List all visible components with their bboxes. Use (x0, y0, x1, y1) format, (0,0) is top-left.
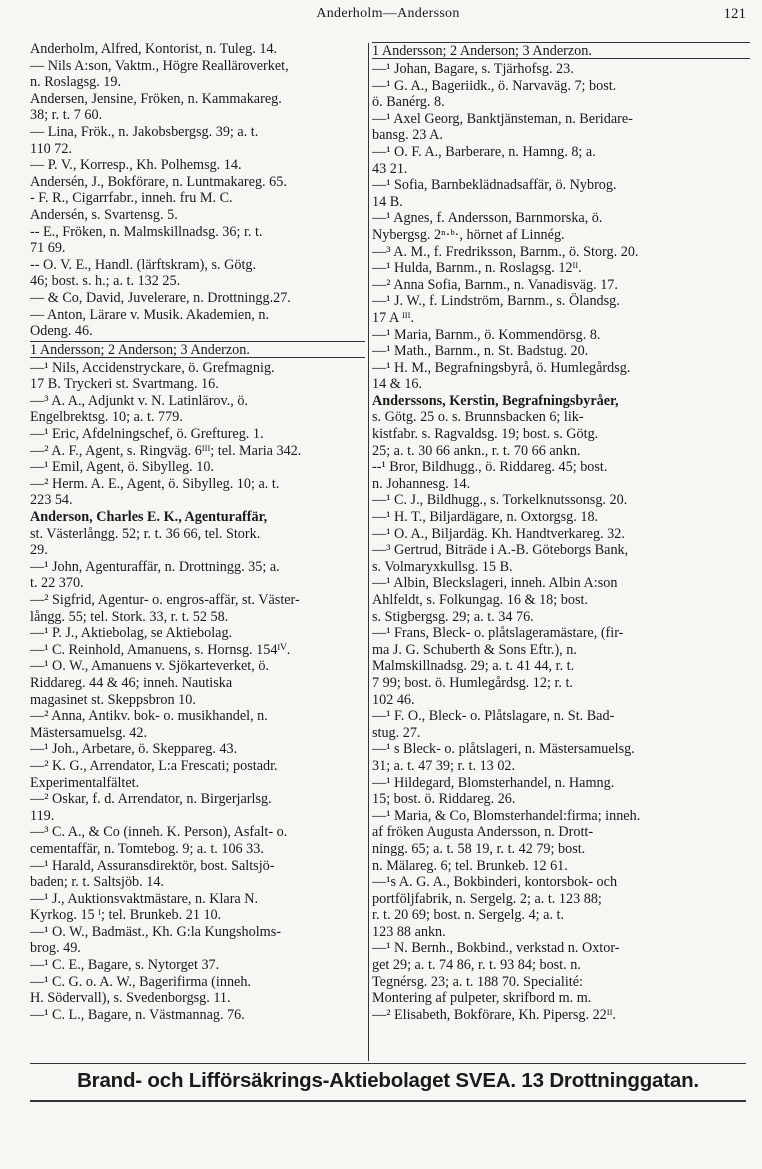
directory-line: Anderholm, Alfred, Kontorist, n. Tuleg. 14. (30, 41, 278, 57)
directory-line: 102 46. (372, 691, 415, 708)
directory-line: —¹ Emil, Agent, ö. Sibylleg. 10. (30, 459, 214, 476)
directory-line: —¹ C. L., Bagare, n. Västmannag. 76. (30, 1006, 245, 1023)
directory-line: —¹s A. G. A., Bokbinderi, kontorsbok- och (372, 874, 618, 891)
directory-line: af fröken Augusta Andersson, n. Drott- (372, 824, 594, 841)
running-title: Anderholm—Andersson (316, 6, 460, 21)
directory-line: 31; a. t. 47 39; r. t. 13 02. (372, 757, 516, 774)
directory-line: 14 & 16. (372, 376, 423, 393)
directory-line: —¹ C. G. o. A. W., Bagerifirma (inneh. (30, 973, 251, 990)
directory-line: baden; r. t. Saltsjöb. 14. (30, 874, 164, 891)
directory-line: 29. (30, 542, 48, 559)
directory-line: r. t. 20 69; bost. n. Sergelg. 4; a. t. (372, 907, 565, 924)
directory-line: Engelbrektsg. 10; a. t. 779. (30, 409, 183, 426)
column-divider (368, 43, 369, 1061)
directory-line: 17 A ᴵᴵᴵ. (372, 309, 415, 326)
footer-rule-top (30, 1063, 746, 1064)
directory-line: —³ A. M., f. Fredriksson, Barnm., ö. Storg. 20. (372, 243, 639, 260)
footer-rule-bottom (30, 1100, 746, 1102)
directory-line: -- O. V. E., Handl. (lärftskram), s. Götg. (30, 256, 257, 273)
directory-line: —¹ F. O., Bleck- o. Plåtslagare, n. St. Bad- (372, 708, 615, 725)
directory-line: —¹ O. W., Amanuens v. Sjökarteverket, ö. (30, 658, 269, 675)
directory-line: portföljfabrik, n. Sergelg. 2; a. t. 123 88; (372, 890, 602, 907)
directory-line: Odeng. 46. (30, 323, 93, 340)
directory-line: Riddareg. 44 & 46; inneh. Nautiska (30, 674, 233, 691)
directory-line: H. Södervall), s. Svedenborgsg. 11. (30, 990, 231, 1007)
directory-line: —¹ Maria, & Co, Blomsterhandel:firma; inneh. (372, 807, 641, 824)
directory-line: —¹ Sofia, Barnbeklädnadsaffär, ö. Nybrog. (372, 177, 617, 194)
directory-line: —¹ C. J., Bildhugg., s. Torkelknutssonsg. 20. (372, 492, 628, 509)
directory-line: st. Västerlångg. 52; r. t. 36 66, tel. Stork. (30, 525, 261, 542)
directory-line: 119. (30, 807, 55, 824)
directory-line: —¹ Math., Barnm., n. St. Badstug. 20. (372, 343, 589, 360)
directory-line: —³ A. A., Adjunkt v. N. Latinlärov., ö. (30, 392, 248, 409)
directory-line: --¹ Bror, Bildhugg., ö. Riddareg. 45; bost. (372, 459, 608, 476)
directory-line: —¹ C. E., Bagare, s. Nytorget 37. (30, 957, 220, 974)
directory-line: s. Stigbergsg. 29; a. t. 34 76. (372, 608, 534, 625)
directory-line: Tegnérsg. 23; a. t. 188 70. Specialité: (372, 973, 583, 990)
directory-line: Mästersamuelsg. 42. (30, 724, 148, 741)
left-column (30, 41, 365, 1023)
directory-line: —¹ H. T., Biljardägare, n. Oxtorgsg. 18. (372, 509, 599, 526)
directory-line: —¹ Hildegard, Blomsterhandel, n. Hamng. (372, 774, 615, 791)
directory-line: —² Oskar, f. d. Arrendator, n. Birgerjarlsg. (30, 791, 272, 808)
directory-line: —¹ G. A., Bageriidk., ö. Narvaväg. 7; bost. (372, 77, 617, 94)
directory-line: —¹ O. A., Biljardäg. Kh. Handtverkareg. 32. (372, 525, 625, 542)
directory-line: —¹ C. Reinhold, Amanuens, s. Hornsg. 154ᴵⱽ. (30, 641, 291, 658)
directory-line: —¹ John, Agenturaffär, n. Drottningg. 35; a. (30, 558, 280, 575)
directory-line: Nybergsg. 2ⁿ·ᵇ·, hörnet af Linnég. (372, 226, 565, 243)
directory-line: — Anton, Lärare v. Musik. Akademien, n. (30, 306, 270, 323)
directory-line: -- E., Fröken, n. Malmskillnadsg. 36; r. t. (30, 223, 263, 240)
directory-line: n. Mälareg. 6; tel. Brunkeb. 12 61. (372, 857, 568, 874)
directory-line: —¹ Agnes, f. Andersson, Barnmorska, ö. (372, 210, 603, 227)
directory-line: - F. R., Cigarrfabr., inneh. fru M. C. (30, 190, 233, 207)
directory-line: —¹ Hulda, Barnm., n. Roslagsg. 12ᴵᴵ. (372, 260, 582, 277)
directory-line: —¹ Frans, Bleck- o. plåtslageramästare, (fir- (372, 625, 624, 642)
directory-line: 7 99; bost. ö. Humlegårdsg. 12; r. t. (372, 674, 573, 691)
directory-line: magasinet st. Skeppsbron 10. (30, 691, 196, 708)
directory-line: —² Anna Sofia, Barnm., n. Vanadisväg. 17. (372, 276, 618, 293)
directory-line: 123 88 ankn. (372, 923, 446, 940)
directory-line: —¹ Harald, Assuransdirektör, bost. Saltsjö- (30, 857, 275, 874)
directory-line: —² Sigfrid, Agentur- o. engros-affär, st. Väster- (30, 592, 300, 608)
directory-line: n. Roslagsg. 19. (30, 74, 122, 91)
directory-line: långg. 55; tel. Stork. 33, r. t. 52 58. (30, 608, 229, 625)
directory-line: 223 54. (30, 492, 73, 509)
directory-line: s. Volmaryxkullsg. 15 B. (372, 558, 513, 575)
directory-line: 38; r. t. 7 60. (30, 107, 103, 124)
directory-line: Ahlfeldt, s. Folkungag. 16 & 18; bost. (372, 592, 588, 608)
directory-line: Anderson, Charles E. K., Agenturaffär, (30, 509, 268, 526)
directory-line: —¹ P. J., Aktiebolag, se Aktiebolag. (30, 625, 233, 642)
directory-line: cementaffär, n. Tomtebog. 9; a. t. 106 33. (30, 840, 264, 857)
directory-line: 1 Andersson; 2 Anderson; 3 Anderzon. (372, 42, 750, 59)
directory-line: Andersén, J., Bokförare, n. Luntmakareg. 65. (30, 173, 287, 190)
directory-line: 15; bost. ö. Riddareg. 26. (372, 791, 516, 808)
directory-line: Andersen, Jensine, Fröken, n. Kammakareg. (30, 90, 282, 107)
directory-line: ö. Banérg. 8. (372, 94, 445, 111)
directory-line: brog. 49. (30, 940, 81, 957)
directory-line: —¹ Eric, Afdelningschef, ö. Greftureg. 1. (30, 426, 264, 443)
directory-line: get 29; a. t. 74 86, r. t. 93 84; bost. n. (372, 957, 581, 974)
directory-line: bansg. 23 A. (372, 127, 443, 144)
directory-line: —² Anna, Antikv. bok- o. musikhandel, n. (30, 708, 268, 725)
page-number: 121 (723, 6, 746, 22)
right-column (372, 41, 750, 1023)
directory-line: s. Götg. 25 o. s. Brunnsbacken 6; lik- (372, 409, 584, 426)
directory-line: Montering af pulpeter, skrifbord m. m. (372, 990, 592, 1007)
directory-line: —² Elisabeth, Bokförare, Kh. Pipersg. 22ᴵᴵ. (372, 1006, 616, 1023)
directory-line: —¹ Maria, Barnm., ö. Kommendörsg. 8. (372, 326, 601, 343)
page-header (30, 6, 746, 26)
directory-line: —³ Gertrud, Biträde i A.-B. Göteborgs Bank, (372, 542, 629, 559)
directory-line: Andersén, s. Svartensg. 5. (30, 206, 178, 223)
directory-line: — & Co, David, Juvelerare, n. Drottningg.27. (30, 289, 291, 306)
directory-line: stug. 27. (372, 724, 421, 741)
directory-line: kistfabr. s. Ragvaldsg. 19; bost. s. Götg. (372, 426, 599, 443)
directory-line: —³ C. A., & Co (inneh. K. Person), Asfalt- o. (30, 824, 288, 841)
footer-advert: Brand- och Lifförsäkrings-Aktiebolaget SVEA. 13 Drottninggatan. (77, 1069, 699, 1092)
directory-line: ma J. G. Schuberth & Sons Eftr.), n. (372, 641, 577, 658)
directory-line: —¹ Axel Georg, Banktjänsteman, n. Beridare- (372, 110, 633, 127)
directory-line: —¹ H. M., Begrafningsbyrå, ö. Humlegårdsg. (372, 359, 631, 376)
directory-line: — P. V., Korresp., Kh. Polhemsg. 14. (30, 157, 242, 174)
directory-line: t. 22 370. (30, 575, 84, 592)
directory-line: Anderssons, Kerstin, Begrafningsbyråer, (372, 392, 619, 409)
directory-line: n. Johannesg. 14. (372, 475, 471, 492)
directory-line: —² A. F., Agent, s. Ringväg. 6ᴵᴵᴵ; tel. Maria 342. (30, 442, 302, 459)
directory-line: 71 69. (30, 240, 66, 257)
directory-line: —¹ s Bleck- o. plåtslageri, n. Mästersamuelsg. (372, 741, 635, 758)
directory-line: —² K. G., Arrendator, L:a Frescati; postadr. (30, 757, 278, 774)
directory-line: —² Herm. A. E., Agent, ö. Sibylleg. 10; a. t. (30, 475, 280, 492)
directory-line: —¹ N. Bernh., Bokbind., verkstad n. Oxtor- (372, 940, 620, 957)
directory-line: 110 72. (30, 140, 73, 157)
directory-line: —¹ Nils, Accidenstryckare, ö. Grefmagnig. (30, 359, 275, 376)
directory-line: —¹ J. W., f. Lindström, Barnm., s. Ölandsg. (372, 293, 620, 310)
directory-line: Kyrkog. 15 ᴵ; tel. Brunkeb. 21 10. (30, 907, 222, 924)
directory-line: 1 Andersson; 2 Anderson; 3 Anderzon. (30, 341, 365, 358)
directory-line: — Lina, Frök., n. Jakobsbergsg. 39; a. t. (30, 123, 259, 140)
directory-line: —¹ O. W., Badmäst., Kh. G:la Kungsholms- (30, 923, 281, 940)
directory-line: Malmskillnadsg. 29; a. t. 41 44, r. t. (372, 658, 575, 675)
directory-line: ningg. 65; a. t. 58 19, r. t. 42 79; bost. (372, 840, 586, 857)
directory-line: 25; a. t. 30 66 ankn., r. t. 70 66 ankn. (372, 442, 581, 459)
directory-line: — Nils A:son, Vaktm., Högre Realläroverket, (30, 57, 289, 74)
directory-line: 46; bost. s. h.; a. t. 132 25. (30, 273, 181, 290)
directory-line: —¹ J., Auktionsvaktmästare, n. Klara N. (30, 890, 259, 907)
directory-line: 43 21. (372, 160, 408, 177)
directory-line: Experimentalfältet. (30, 774, 140, 791)
directory-line: —¹ Johan, Bagare, s. Tjärhofsg. 23. (372, 61, 574, 77)
directory-line: 17 B. Tryckeri st. Svartmang. 16. (30, 376, 219, 393)
directory-line: —¹ Joh., Arbetare, ö. Skeppareg. 43. (30, 741, 238, 758)
directory-line: 14 B. (372, 193, 403, 210)
directory-line: —¹ O. F. A., Barberare, n. Hamng. 8; a. (372, 143, 596, 160)
directory-line: —¹ Albin, Bleckslageri, inneh. Albin A:son (372, 575, 618, 592)
